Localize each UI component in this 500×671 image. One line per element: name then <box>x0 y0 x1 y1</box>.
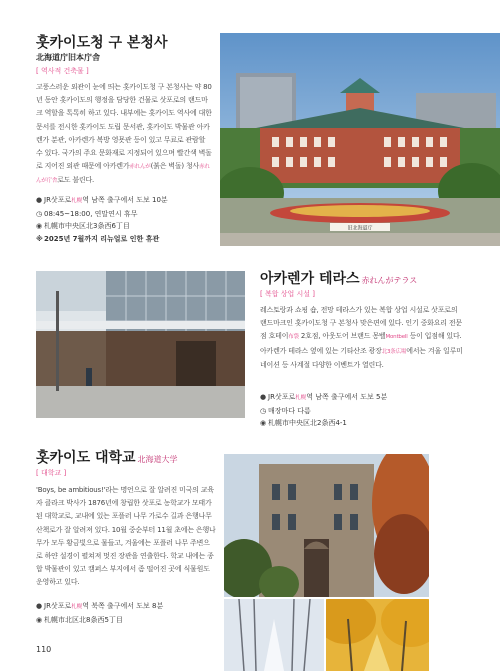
category-tag: [ 역사적 건축물 ] <box>36 67 89 75</box>
photo-akarenga-terrace <box>36 271 245 418</box>
section-title-hokkaido-office: 훗카이도청 구 본청사 <box>36 35 168 51</box>
map-pin-icon: ● <box>260 393 267 401</box>
category-tag: [ 복합 상업 시설 ] <box>260 290 315 298</box>
description-hokkaido-university: 'Boys, be ambitious!'라는 명언으로 잘 알려진 미국의 교육자 클라크 박사가 1876년에 창립한 삿포로 농학교가 모태가 된 대학교로, 교내에 있는 포플러 나무 가로수 길과 은행나무 산책로가 잘 알려져 있다. 10월 중순부터 11월 초에는 은행나무가 모두 황금빛으로 물들고, 겨울에는 포플러 나무 주변으로 하얀 설경이 펼쳐져 멋진 장관을 연출한다. 학교 내에는 종합 박물관이 있고 캠퍼스 부지에서 좀 떨어진 곳에 식물원도 운영하고 있다. <box>36 486 216 587</box>
section-title-akarenga-terrace: 아카렌가 테라스 赤れんがテラス <box>260 271 418 287</box>
clock-icon: ◷ <box>260 406 267 415</box>
page-number: 110 <box>36 645 52 654</box>
map-pin-icon: ● <box>36 196 43 204</box>
note-icon: ※ <box>36 234 43 243</box>
description-hokkaido-office: 고풍스러운 외관이 눈에 띄는 홋카이도청 구 본청사는 약 80년 동안 홋카이도의 행정을 담당한 건물로 삿포로의 랜드마크 역할을 톡톡히 하고 있다. 내부에는 홋카이도 역사에 대한 문서를 전시한 홋카이도 도립 문서관, 홋카이도 박물관 아카렌가 분관, 아카렌가 복방 영묫관 등이 있고 무료로 관람할 수 있다. 국가의 주요 문화재로 지정되어 있으며 빨간색 벽돌로 지어진 외관 때문에 아카렌가赤れんが(붉은 벽돌) 청사赤れんが庁舎로도 불린다. <box>36 83 212 185</box>
info-address: ◉ 札幌市北区北8条西5丁目 <box>36 614 163 627</box>
info-list-akarenga-terrace <box>260 391 387 430</box>
info-hours: ◷ 08:45~18:00, 연말연시 휴무 <box>36 208 168 221</box>
info-access: ● JR삿포로札幌역 북쪽 출구에서 도보 8분 <box>36 600 163 614</box>
clock-icon: ◷ <box>36 209 43 218</box>
section-title-hokkaido-university: 홋카이도 대학교 北海道大学 <box>36 450 178 466</box>
map-pin-icon: ● <box>36 602 43 610</box>
section-subtitle-hokkaido-office: 北海道庁旧本庁舎 <box>36 53 100 62</box>
info-address: ◉ 札幌市中央区北2条西4-1 <box>260 417 387 430</box>
photo-hokkaido-office <box>220 33 500 246</box>
photo-sign-text: 旧北海道庁 <box>347 225 373 232</box>
photo-hokkaido-university-building <box>224 454 429 597</box>
info-hours: ◷ 매장마다 다름 <box>260 405 387 418</box>
location-icon: ◉ <box>260 419 267 427</box>
location-icon: ◉ <box>36 222 43 230</box>
category-tag: [ 대학교 ] <box>36 469 67 477</box>
photo-ginkgo-avenue <box>326 599 429 671</box>
location-icon: ◉ <box>36 615 43 624</box>
photo-snowy-poplar-avenue <box>224 599 324 671</box>
info-access: ● JR삿포로札幌역 남쪽 출구에서 도보 5분 <box>260 391 387 405</box>
description-akarenga-terrace: 레스토랑과 쇼핑 숍, 전망 테라스가 있는 복합 상업 시설로 삿포로의 랜드마크인 홋카이도청 구 본청사 맞은편에 있다. 인기 중화요리 전문점 호테이布袋 2호점, 아웃도어 브랜드 몽벨Montbell 등이 입점해 있다. 아카렌가 테라스 옆에 있는 기타산조 광장北3条広場에서는 겨울 일루미네이션 등 사계절 다양한 이벤트가 열린다. <box>260 306 463 369</box>
info-address: ◉ 札幌市中央区北3条西6丁目 <box>36 220 168 233</box>
info-note: ※2025년 7월까지 리뉴얼로 인한 휴관 <box>36 233 168 246</box>
info-access: ● JR삿포로札幌역 남쪽 출구에서 도보 10분 <box>36 194 168 208</box>
info-list-hokkaido-university <box>36 600 163 626</box>
info-list-hokkaido-office <box>36 194 168 245</box>
